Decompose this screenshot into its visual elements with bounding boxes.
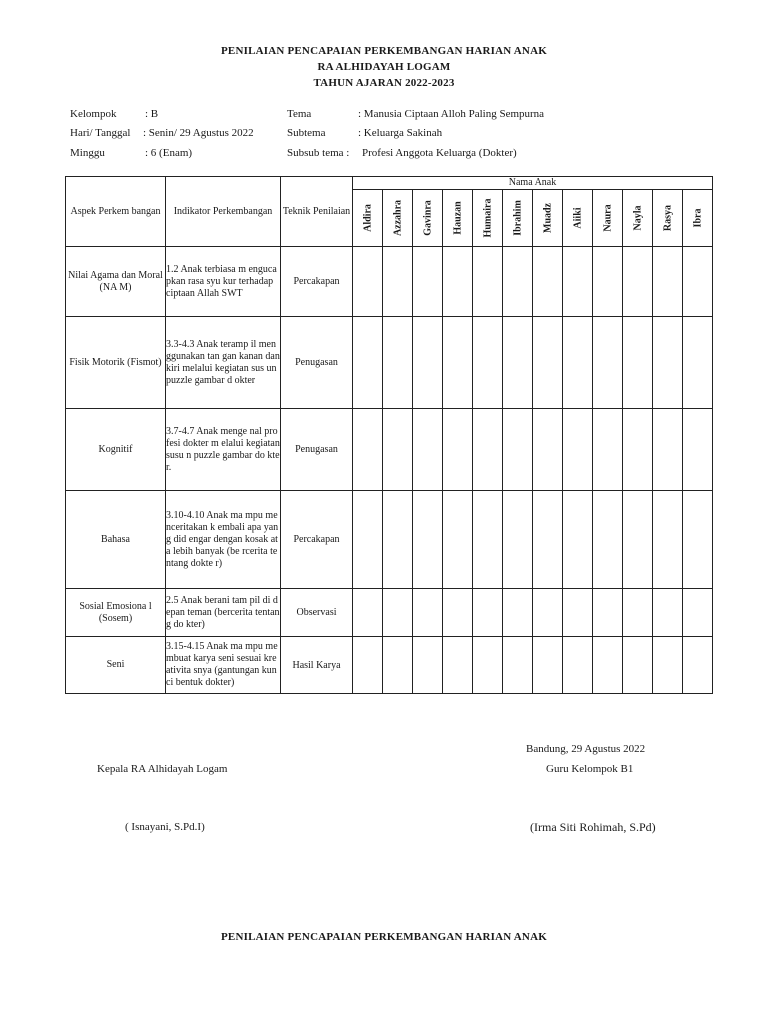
student-name: Muadz <box>542 203 553 233</box>
teknik-cell: Penugasan <box>281 317 353 409</box>
indikator-cell: 2.5 Anak berani tam pil di depan teman (bercerita tentang do kter) <box>166 589 281 637</box>
student-name: Naura <box>602 204 613 232</box>
score-cell[interactable] <box>683 637 713 694</box>
teknik-cell: Observasi <box>281 589 353 637</box>
principal-title: Kepala RA Alhidayah Logam <box>97 763 228 775</box>
score-cell[interactable] <box>413 589 443 637</box>
aspek-cell: Bahasa <box>66 491 166 589</box>
teknik-cell: Hasil Karya <box>281 637 353 694</box>
hari-value: : Senin/ 29 Agustus 2022 <box>143 127 254 139</box>
tema-value: : Manusia Ciptaan Alloh Paling Sempurna <box>358 108 545 120</box>
student-name-header <box>503 190 533 247</box>
assessment-table <box>65 176 713 694</box>
score-cell[interactable] <box>623 409 653 491</box>
table-row <box>66 637 713 694</box>
score-cell[interactable] <box>503 589 533 637</box>
teknik-cell: Penugasan <box>281 409 353 491</box>
table-row <box>66 491 713 589</box>
next-page-title: PENILAIAN PENCAPAIAN PERKEMBANGAN HARIAN ANAK <box>221 931 547 943</box>
teacher-name: (Irma Siti Rohimah, S.Pd) <box>530 820 656 834</box>
score-cell[interactable] <box>593 247 623 317</box>
score-cell[interactable] <box>653 491 683 589</box>
score-cell[interactable] <box>473 637 503 694</box>
score-cell[interactable] <box>473 247 503 317</box>
indikator-cell: 1.2 Anak terbiasa m engucapkan rasa syu kur terhadap ciptaan Allah SWT <box>166 247 281 317</box>
score-cell[interactable] <box>503 409 533 491</box>
score-cell[interactable] <box>593 637 623 694</box>
student-name-header <box>683 190 713 247</box>
subsub-value: Profesi Anggota Keluarga (Dokter) <box>362 147 517 159</box>
score-cell[interactable] <box>353 491 383 589</box>
score-cell[interactable] <box>383 491 413 589</box>
indikator-cell: 3.15-4.15 Anak ma mpu membuat karya seni sesuai kreativita snya (gantungan kun ci bentuk dokter) <box>166 637 281 694</box>
subtema-value: : Keluarga Sakinah <box>358 127 443 139</box>
score-cell[interactable] <box>653 317 683 409</box>
score-cell[interactable] <box>383 409 413 491</box>
score-cell[interactable] <box>383 589 413 637</box>
student-name: Rasya <box>662 204 673 232</box>
score-cell[interactable] <box>623 589 653 637</box>
score-cell[interactable] <box>443 247 473 317</box>
score-cell[interactable] <box>533 409 563 491</box>
score-cell[interactable] <box>383 247 413 317</box>
academic-year: TAHUN AJARAN 2022-2023 <box>313 77 455 89</box>
table-row <box>66 247 713 317</box>
score-cell[interactable] <box>413 317 443 409</box>
score-cell[interactable] <box>683 589 713 637</box>
aspek-cell: Sosial Emosiona l (Sosem) <box>66 589 166 637</box>
score-cell[interactable] <box>623 491 653 589</box>
place-date: Bandung, 29 Agustus 2022 <box>526 743 646 755</box>
header-teknik: Teknik Penilaian <box>281 177 353 247</box>
student-name-header <box>443 190 473 247</box>
score-cell[interactable] <box>443 491 473 589</box>
student-name: Aiiki <box>572 207 583 229</box>
score-cell[interactable] <box>563 409 593 491</box>
student-name: Aldira <box>362 204 373 232</box>
score-cell[interactable] <box>353 637 383 694</box>
teacher-title: Guru Kelompok B1 <box>546 763 634 775</box>
score-cell[interactable] <box>413 491 443 589</box>
principal-name: ( Isnayani, S.Pd.I) <box>125 821 205 833</box>
score-cell[interactable] <box>473 317 503 409</box>
score-cell[interactable] <box>443 409 473 491</box>
score-cell[interactable] <box>533 317 563 409</box>
header-indikator: Indikator Perkembangan <box>166 177 281 247</box>
score-cell[interactable] <box>653 409 683 491</box>
student-name-header <box>413 190 443 247</box>
student-name: Hauzan <box>452 201 463 235</box>
student-name: Ibra <box>692 208 703 228</box>
score-cell[interactable] <box>593 491 623 589</box>
score-cell[interactable] <box>683 317 713 409</box>
score-cell[interactable] <box>533 637 563 694</box>
score-cell[interactable] <box>683 491 713 589</box>
student-name: Nayla <box>632 205 643 231</box>
score-cell[interactable] <box>563 491 593 589</box>
score-cell[interactable] <box>533 247 563 317</box>
school-name: RA ALHIDAYAH LOGAM <box>317 61 451 73</box>
student-name-header <box>593 190 623 247</box>
student-name: Ibrahim <box>512 200 523 236</box>
score-cell[interactable] <box>593 317 623 409</box>
meta-row-1 <box>0 108 768 122</box>
score-cell[interactable] <box>503 491 533 589</box>
score-cell[interactable] <box>593 589 623 637</box>
student-name-header <box>353 190 383 247</box>
kelompok-label: Kelompok <box>70 108 117 120</box>
document-title: PENILAIAN PENCAPAIAN PERKEMBANGAN HARIAN ANAK <box>221 45 547 57</box>
table-row <box>66 317 713 409</box>
score-cell[interactable] <box>623 317 653 409</box>
table-row <box>66 409 713 491</box>
teknik-cell: Percakapan <box>281 247 353 317</box>
student-name: Humaira <box>482 198 493 238</box>
header-nama-anak: Nama Anak <box>353 177 713 190</box>
score-cell[interactable] <box>533 589 563 637</box>
indikator-cell: 3.7-4.7 Anak menge nal profesi dokter m elalui kegiatan susu n puzzle gambar do kter. <box>166 409 281 491</box>
score-cell[interactable] <box>443 589 473 637</box>
score-cell[interactable] <box>353 589 383 637</box>
student-name: Azzahra <box>392 199 403 237</box>
aspek-cell: Nilai Agama dan Moral (NA M) <box>66 247 166 317</box>
score-cell[interactable] <box>503 637 533 694</box>
score-cell[interactable] <box>563 637 593 694</box>
score-cell[interactable] <box>563 589 593 637</box>
table-row <box>66 589 713 637</box>
student-name: Gavinra <box>422 200 433 236</box>
student-name-header <box>563 190 593 247</box>
score-cell[interactable] <box>473 491 503 589</box>
aspek-cell: Kognitif <box>66 409 166 491</box>
score-cell[interactable] <box>413 409 443 491</box>
score-cell[interactable] <box>503 317 533 409</box>
score-cell[interactable] <box>653 589 683 637</box>
score-cell[interactable] <box>683 409 713 491</box>
score-cell[interactable] <box>623 637 653 694</box>
indikator-cell: 3.10-4.10 Anak ma mpu menceritakan k embali apa yang did engar dengan kosak ata lebih banyak (be rcerita tentang dokte r) <box>166 491 281 589</box>
score-cell[interactable] <box>653 637 683 694</box>
score-cell[interactable] <box>443 637 473 694</box>
hari-label: Hari/ Tanggal <box>70 127 131 139</box>
aspek-cell: Fisik Motorik (Fismot) <box>66 317 166 409</box>
score-cell[interactable] <box>533 491 563 589</box>
student-name-header <box>473 190 503 247</box>
score-cell[interactable] <box>413 247 443 317</box>
score-cell[interactable] <box>563 247 593 317</box>
score-cell[interactable] <box>503 247 533 317</box>
score-cell[interactable] <box>413 637 443 694</box>
score-cell[interactable] <box>443 317 473 409</box>
score-cell[interactable] <box>353 317 383 409</box>
score-cell[interactable] <box>623 247 653 317</box>
score-cell[interactable] <box>473 589 503 637</box>
subtema-label: Subtema <box>287 127 326 139</box>
meta-row-3 <box>0 147 768 161</box>
score-cell[interactable] <box>563 317 593 409</box>
indikator-cell: 3.3-4.3 Anak teramp il menggunakan tan gan kanan dan kiri melalui kegiatan sus un puzzle gambar d okter <box>166 317 281 409</box>
kelompok-value: : B <box>145 108 159 120</box>
score-cell[interactable] <box>473 409 503 491</box>
minggu-value: : 6 (Enam) <box>145 147 193 159</box>
tema-label: Tema <box>287 108 312 120</box>
student-name-header <box>533 190 563 247</box>
meta-row-2 <box>0 127 768 141</box>
aspek-cell: Seni <box>66 637 166 694</box>
score-cell[interactable] <box>383 637 413 694</box>
score-cell[interactable] <box>653 247 683 317</box>
score-cell[interactable] <box>353 409 383 491</box>
minggu-label: Minggu <box>70 147 105 159</box>
subsub-label: Subsub tema : <box>287 147 350 159</box>
student-name-header <box>623 190 653 247</box>
score-cell[interactable] <box>383 317 413 409</box>
score-cell[interactable] <box>593 409 623 491</box>
header-aspek: Aspek Perkem bangan <box>66 177 166 247</box>
student-name-header <box>653 190 683 247</box>
student-name-header <box>383 190 413 247</box>
score-cell[interactable] <box>353 247 383 317</box>
score-cell[interactable] <box>683 247 713 317</box>
teknik-cell: Percakapan <box>281 491 353 589</box>
